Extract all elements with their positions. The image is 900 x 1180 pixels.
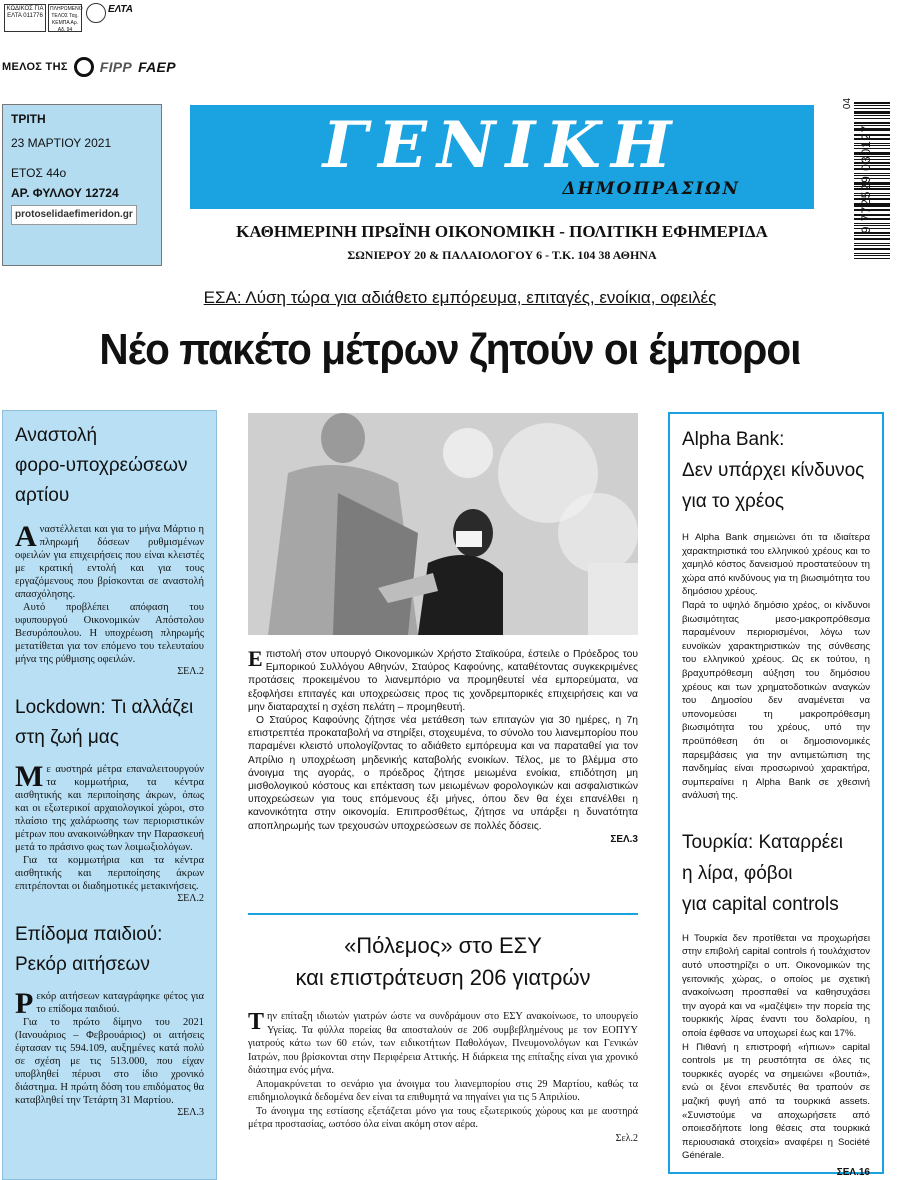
story-body <box>15 760 204 854</box>
barcode <box>842 97 890 262</box>
right-story-turkey[interactable] <box>682 827 870 1178</box>
story-paragraph: ε αυστηρά μέτρα επαναλειτουργούν τα κομμωτήρια, τα κέντρα αισθητικής και περιποίησης άκρων, όπως και οι εξωτερικοί αρχαιολογικοί χώροι, στο πλαίσιο της χαλάρωσης των περιοριστικών μέτρων που ανακοινώθηκαν την Παρασκευή μετά το πράσινο φως των λοιμωξιολόγων. <box>15 764 204 853</box>
story-title <box>682 424 870 517</box>
main-story-photo <box>248 413 638 635</box>
title-line: «Πόλεμος» στο ΕΣΥ <box>344 933 542 958</box>
masthead-address: ΣΩΝΙΕΡΟΥ 20 & ΠΑΛΑΙΟΛΟΓΟΥ 6 - Τ.Κ. 104 38 ΑΘΗΝΑ <box>347 248 657 262</box>
left-story-lockdown[interactable] <box>15 693 204 904</box>
title-line: Alpha Bank: <box>682 429 785 450</box>
title-line: αρτίου <box>15 485 70 506</box>
page-ref[interactable]: ΣΕΛ.16 <box>836 1166 870 1178</box>
page-ref[interactable]: ΣΕΛ.2 <box>177 666 204 677</box>
left-column <box>2 410 217 1180</box>
watermark-tag: protoselidaefimeridon.gr <box>11 205 137 225</box>
story-paragraph: Η Alpha Bank σημειώνει ότι τα ιδιαίτερα χαρακτηριστικά του ελληνικού χρέους και το χαμηλό κόστος δανεισμού προστατεύουν τη χώρα από κινδύνους για τη βιωσιμότητα του δημόσιου χρέους. <box>682 532 870 598</box>
story-paragraph: εκόρ αιτήσεων καταγράφηκε φέτος για το επίδομα παιδιού. <box>36 991 204 1015</box>
title-line: Δεν υπάρχει κίνδυνος <box>682 460 865 481</box>
left-story-suspension[interactable] <box>15 421 204 677</box>
stamp-code-text: ΚΩΔΙΚΟΣ ΓΙΑ ΕΛΤΑ 011776 <box>6 6 44 19</box>
center-paragraph-2: Απομακρύνεται το σενάριο για άνοιγμα του λιανεμπορίου στις 29 Μαρτίου, καθώς τα επιδημιολογικά δεδομένα δεν είναι τα επιθυμητά να πηγαίνει για τις 5 Απριλίου. <box>248 1078 638 1103</box>
story-title <box>15 421 204 511</box>
right-story-alpha-bank[interactable] <box>682 424 870 803</box>
center-paragraph <box>248 1010 638 1078</box>
center-divider <box>248 913 638 915</box>
elta-logo <box>108 4 133 15</box>
page-ref[interactable]: ΣΕΛ.3 <box>610 833 638 845</box>
dropcap: Ρ <box>15 987 34 1020</box>
elta-logo-icon <box>86 3 106 23</box>
title-line: Επίδομα παιδιού: <box>15 924 163 945</box>
stamp-paid-text: ΠΛΗΡΩΜΕΝΟ ΤΕΛΟΣ Ταχ. ΚΕΜΠΑ Αρ. Αδ. 94 <box>50 6 83 33</box>
title-line: Lockdown: Τι αλλάζει <box>15 697 194 718</box>
story-paragraph: Αυτό προβλέπει απόφαση του υφυπουργού Οικονομικών Απόστολου Βεσυρόπουλου. Η υποχρέωση πληρωμής μετατίθεται για τον επόμενο του τελευταίου μήνα της ρύθμισης οφειλών. <box>15 602 204 665</box>
main-paragraph <box>248 648 638 714</box>
issue-year: ΕΤΟΣ 44ο <box>11 166 67 180</box>
title-line: και επιστράτευση 206 γιατρών <box>295 965 591 990</box>
postage-stamp-paid <box>48 4 82 32</box>
dropcap: Α <box>15 520 37 553</box>
title-line: για capital controls <box>682 893 839 915</box>
masthead-title: ΓΕΝΙΚΗ <box>322 108 682 183</box>
center-story-body[interactable] <box>248 1010 638 1145</box>
issue-number: ΑΡ. ΦΥΛΛΟΥ 12724 <box>11 186 119 200</box>
barcode-digits: 9 772529 030127 <box>859 124 873 234</box>
masthead-subtitle: ΔΗΜΟΠΡΑΣΙΩΝ <box>562 179 740 199</box>
dropcap: Ε <box>248 646 263 671</box>
right-column <box>668 412 884 1178</box>
elta-label: ΕΛΤΑ <box>108 4 134 15</box>
center-paragraph-1: ην επίταξη ιδιωτών γιατρών ώστε να συνδράμουν στο ΕΣΥ ανακοίνωσε, το υπουργείο Υγείας. Τα φύλλα πορείας θα αποσταλούν σε 206 συμβεβλημένους με τον ΕΟΠΥΥ γιατρούς κάτω των 60 ετών, των ειδικοτήτων Παθολόγων, Πνευμονολόγων και Γενικών Ιατρών, που βρίσκονται στην Περιφέρεια Αττικής. Η διάρκεια της επίταξης είναι για χρονικό διάστημα ενός μήνα. <box>248 1011 638 1076</box>
main-paragraph-2: Ο Σταύρος Καφούνης ζήτησε νέα μετάθεση των επιταγών για 30 ημέρες, η 7η επιστρεπτέα προκαταβολή να στηρίξει, στοχευμένα, το σύνολο του λιανεμπορίου που παραμένει κλειστό υπολογίζοντας το αδιάθετο εμπόρευμα και να παραταθεί για τον Απρίλιο η υποχρέωση μηδενικής καταβολής ενοικίων. Τέλος, με το βλέμμα στο άνοιγμα της αγοράς, ο πρόεδρος ζήτησε μειωμένα ενοίκια, επιδότηση μη μισθολογικού κόστους και επέκταση των μειωμένων φορολογικών και ασφαλιστικών υποχρεώσεων για τους επόμενους έξι μήνες, όπου δεν θα έχει επανέλθει η κανονικότητα στην οικονομία. Επιπροσθέτως, ζήτησε να υπάρξει η δυνατότητα αποπληρωμής των τρεχουσών υποχρεώσεων σε πολλές δόσεις. <box>248 715 638 832</box>
dropcap: Τ <box>248 1009 265 1035</box>
shopping-woman-photo <box>248 413 638 635</box>
fipp-logo-icon <box>74 57 94 77</box>
title-line: Αναστολή <box>15 425 98 446</box>
left-story-child-benefit[interactable] <box>15 920 204 1118</box>
story-paragraph: Παρά το υψηλό δημόσιο χρέος, οι κίνδυνοι βιωσιμότητας μεσο-μακροπρόθεσμα παραμένουν περιορισμένοι, λόγω των ευνοϊκών χαρακτηριστικών της σύνθεσης του ελληνικού χρέους. Ως εκ τούτου, η βραχυπρόθεσμη αύξηση του δημόσιου χρέους και των χρηματοδοτικών αναγκών του Δημοσίου δεν αναμένεται να υπονομεύσει τη μακροπρόθεσμη βιωσιμότητα του χρέους, υπό την προϋπόθεση ότι οι δημοσιονομικές παρεμβάσεις για την αντιμετώπιση της πανδημίας είναι προσωρινού χαρακτήρα, συμπεραίνει η Alpha Bank σε χθεσινή ανάλυσή της. <box>682 599 870 802</box>
dropcap: Μ <box>15 760 44 793</box>
member-line <box>2 57 176 77</box>
page-ref[interactable]: ΣΕΛ.3 <box>177 1107 204 1118</box>
faep-logo: FAEP <box>138 59 176 75</box>
page-ref[interactable]: Σελ.2 <box>615 1132 638 1144</box>
masthead-tagline: ΚΑΘΗΜΕΡΙΝΗ ΠΡΩΪΝΗ ΟΙΚΟΝΟΜΙΚΗ - ΠΟΛΙΤΙΚΗ ΕΦΗΜΕΡΙΔΑ <box>236 222 768 241</box>
story-paragraph: Για τα κομμωτήρια και τα κέντρα αισθητικής και περιποίησης άκρων επιτρέπονται οι διαδημοτικές μετακινήσεις. <box>15 855 204 892</box>
center-paragraph-3: Το άνοιγμα της εστίασης εξετάζεται μόνο για τους εξωτερικούς χώρους και με αυστηρά μέτρα προστασίας, ωστόσο όλα είναι ακόμη στον αέρα. <box>248 1105 638 1130</box>
story-body <box>15 987 204 1020</box>
story-paragraph: ναστέλλεται και για το μήνα Μάρτιο η πληρωμή δόσεων ρυθμισμένων οφειλών για επιχειρήσεις που είναι κλειστές με κρατική εντολή και για τους εργαζόμενους που βρίσκονται σε αναστολή απασχόλησης. <box>15 524 204 600</box>
masthead-banner <box>190 105 814 209</box>
story-paragraph: Η Τουρκία δεν προτίθεται να προχωρήσει στην επιβολή capital controls ή τουλάχιστον αυτό υποστηρίζει ο υπ. Οικονομικών της γειτονικής χώρας, ο οποίος με σχετική ανακοίνωση προσπαθεί να καθησυχάσει την αγορά και να «μαζέψει» την πορεία της τουρκικής λίρας έναντι του δολαρίου, η οποία έφθασε να υποχωρεί έως και 17%. <box>682 932 870 1040</box>
postage-stamp-code <box>4 4 46 32</box>
story-body <box>15 520 204 601</box>
date-box <box>2 104 162 266</box>
story-title <box>15 920 204 980</box>
title-line: Τουρκία: Καταρρέει <box>682 831 843 853</box>
main-paragraph-1: πιστολή στον υπουργό Οικονομικών Χρήστο Σταϊκούρα, έστειλε ο Πρόεδρος του Εμπορικού Συλλόγου Αθηνών, Σταύρος Καφούνης, καταθέτοντας συγκεκριμένες προτάσεις προκειμένου το λιανεμπόριο να προμηθευτεί νέα εμπορεύματα, να εξοφλήσει επιταγές και υποχρεώσεις προς τις χονδρεμπορικές επιχειρήσεις και να μην διαταραχτεί η σχέση πελάτη – προμηθευτή. <box>248 649 638 713</box>
member-label: ΜΕΛΟΣ ΤΗΣ <box>2 61 68 73</box>
issue-day: ΤΡΙΤΗ <box>11 112 46 126</box>
page-ref[interactable]: ΣΕΛ.2 <box>177 893 204 904</box>
story-title <box>15 693 204 753</box>
main-story-body[interactable] <box>248 648 638 846</box>
front-kicker[interactable]: ΕΣΑ: Λύση τώρα για αδιάθετο εμπόρευμα, επιταγές, ενοίκια, οφειλές <box>203 288 717 307</box>
title-line: για το χρέος <box>682 491 785 512</box>
title-line: φορο-υποχρεώσεων <box>15 455 188 476</box>
title-line: η λίρα, φόβοι <box>682 862 793 884</box>
barcode-issue-code: 04 <box>842 97 854 110</box>
front-headline[interactable]: Νέο πακέτο μέτρων ζητούν οι έμποροι <box>99 325 801 374</box>
title-line: Ρεκόρ αιτήσεων <box>15 954 150 975</box>
center-story-title[interactable] <box>248 930 638 994</box>
story-paragraph: Η Πιθανή η επιστροφή «ήπιων» capital controls με τη ρευστότητα σε όλες τις τουρκικές αγορές να σημειώνει «βουτιά», ενώ οι ξένοι επενδυτές θα τραπούν σε μαζική φυγή από τα τουρκικά assets. «Συνιστούμε να αποχωρήσετε από οποιεσδήποτε long θέσεις στα τουρκικά περιουσιακά στοιχεία» αναφέρει η Société Générale. <box>682 1041 870 1162</box>
issue-date: 23 ΜΑΡΤΙΟΥ 2021 <box>11 136 112 150</box>
title-line: στη ζωή μας <box>15 727 119 748</box>
story-title <box>682 827 870 920</box>
story-paragraph: Για το πρώτο δίμηνο του 2021 (Ιανουάριος – Φεβρουάριος) οι αιτήσεις έφτασαν τις 594.109, αυξημένες κατά πολύ σε σχέση με τις 513.000, που είχαν υποβληθεί πέρυσι στο ίδιο χρονικό διάστημα. Η πρώτη δόση του επιδόματος θα καταβληθεί την Τετάρτη 31 Μαρτίου. <box>15 1017 204 1106</box>
fipp-logo: FIPP <box>99 59 133 75</box>
